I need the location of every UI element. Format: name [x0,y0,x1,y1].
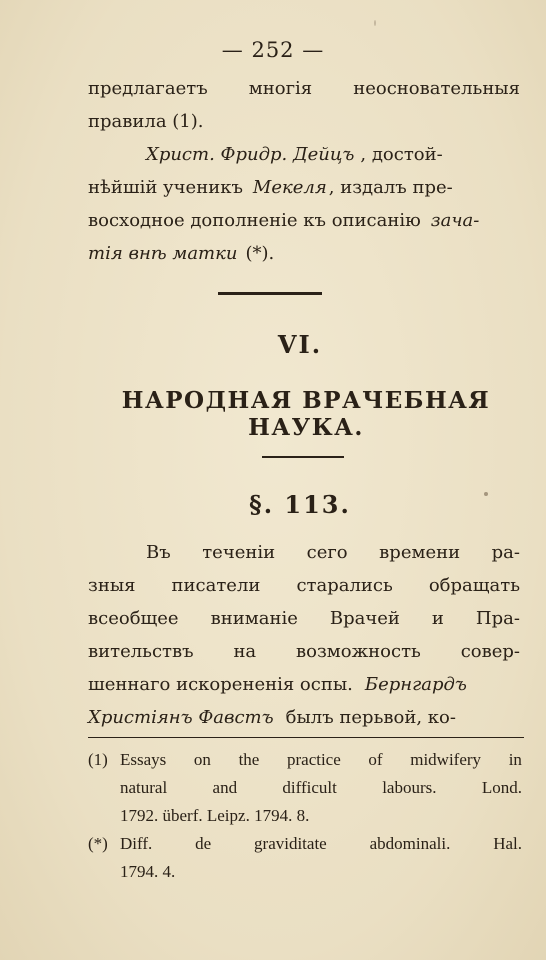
text-fragment: шеннаго искорененія оспы. [88,674,353,695]
word: возможность [296,641,421,662]
divider-rule [262,456,344,458]
text-line [88,204,520,237]
text-line [88,171,520,204]
footnote [88,830,522,886]
text-line [88,635,520,668]
word: de [195,834,212,853]
person-name: Христіянъ Фавстъ [88,707,274,728]
word: Hal. [493,834,522,853]
word: of [368,750,383,769]
word: предлагаетъ [88,78,208,99]
word: the [238,750,260,769]
footnote-mark: (1) [88,750,108,769]
word: на [233,641,257,662]
footnote-mark: (*) [88,834,108,853]
text-line [88,138,520,171]
footnote-line: 1792. überf. Leipz. 1794. 8. [120,806,310,825]
footnote-separator [88,737,524,738]
word: difficult [282,778,337,797]
word: Въ [146,542,171,563]
word: зныя [88,575,136,596]
text-line [88,569,520,602]
text-fragment: (*). [245,243,275,264]
word: всеобщее [88,608,179,629]
word: abdominali. [369,834,451,853]
footnote-line [120,746,522,774]
word: in [508,750,522,769]
word: Врачей [329,608,400,629]
word: вительствъ [88,641,194,662]
intro-text [88,72,520,138]
italic-fragment: тія внѣ матки [88,243,238,264]
person-name: Бернгардъ [364,674,467,695]
word: on [193,750,211,769]
word: ра- [491,542,520,563]
word: многія [248,78,313,99]
text-line [88,237,520,270]
footnotes [88,746,522,886]
text-line [88,72,520,105]
text-line [88,602,520,635]
page-number: — 252 — [221,38,325,62]
word: вниманіе [210,608,298,629]
chapter-title: НАРОДНАЯ ВРАЧЕБНАЯ НАУКА. [121,387,491,441]
footnote-line [120,774,522,802]
word: and [212,778,238,797]
word: писатели [171,575,261,596]
text-fragment: нѣйшій ученикъ [88,177,243,198]
text-line [88,668,520,701]
text-line [88,536,520,569]
footnote-line: 1794. 4. [120,862,176,881]
word: обращать [428,575,520,596]
text-fragment: , издалъ пре- [328,177,453,198]
word: midwifery [410,750,482,769]
person-name: Мекеля [252,177,327,198]
word: теченіи [202,542,276,563]
footnote-line [120,830,522,858]
text-fragment: , достой- [360,144,443,165]
text-line [88,701,520,734]
footnote [88,746,522,830]
word: graviditate [254,834,327,853]
text-fragment: восходное дополненіе къ описанію [88,210,421,231]
word: совер- [460,641,520,662]
italic-fragment: зача- [430,210,480,231]
word: времени [379,542,461,563]
text-line: правила (1). [88,111,204,132]
word: старались [296,575,393,596]
section-body [88,536,520,734]
author-name: Христ. Фридр. Дейцъ [146,144,355,165]
chapter-number: VI. [277,330,323,359]
word: и [431,608,444,629]
word: natural [120,778,168,797]
word: Essays [120,750,167,769]
divider-rule [218,292,322,295]
paper-spot [484,492,488,496]
section-heading: §. 113. [249,490,351,519]
text-fragment: былъ перьвой, ко- [285,707,456,728]
paragraph-deitz [88,138,520,270]
word: practice [286,750,341,769]
paper-spot [374,20,376,26]
word: неосновательныя [353,78,520,99]
word: Пра- [475,608,520,629]
word: labours. [382,778,437,797]
word: Diff. [120,834,153,853]
word: Lond. [481,778,522,797]
word: сего [306,542,348,563]
